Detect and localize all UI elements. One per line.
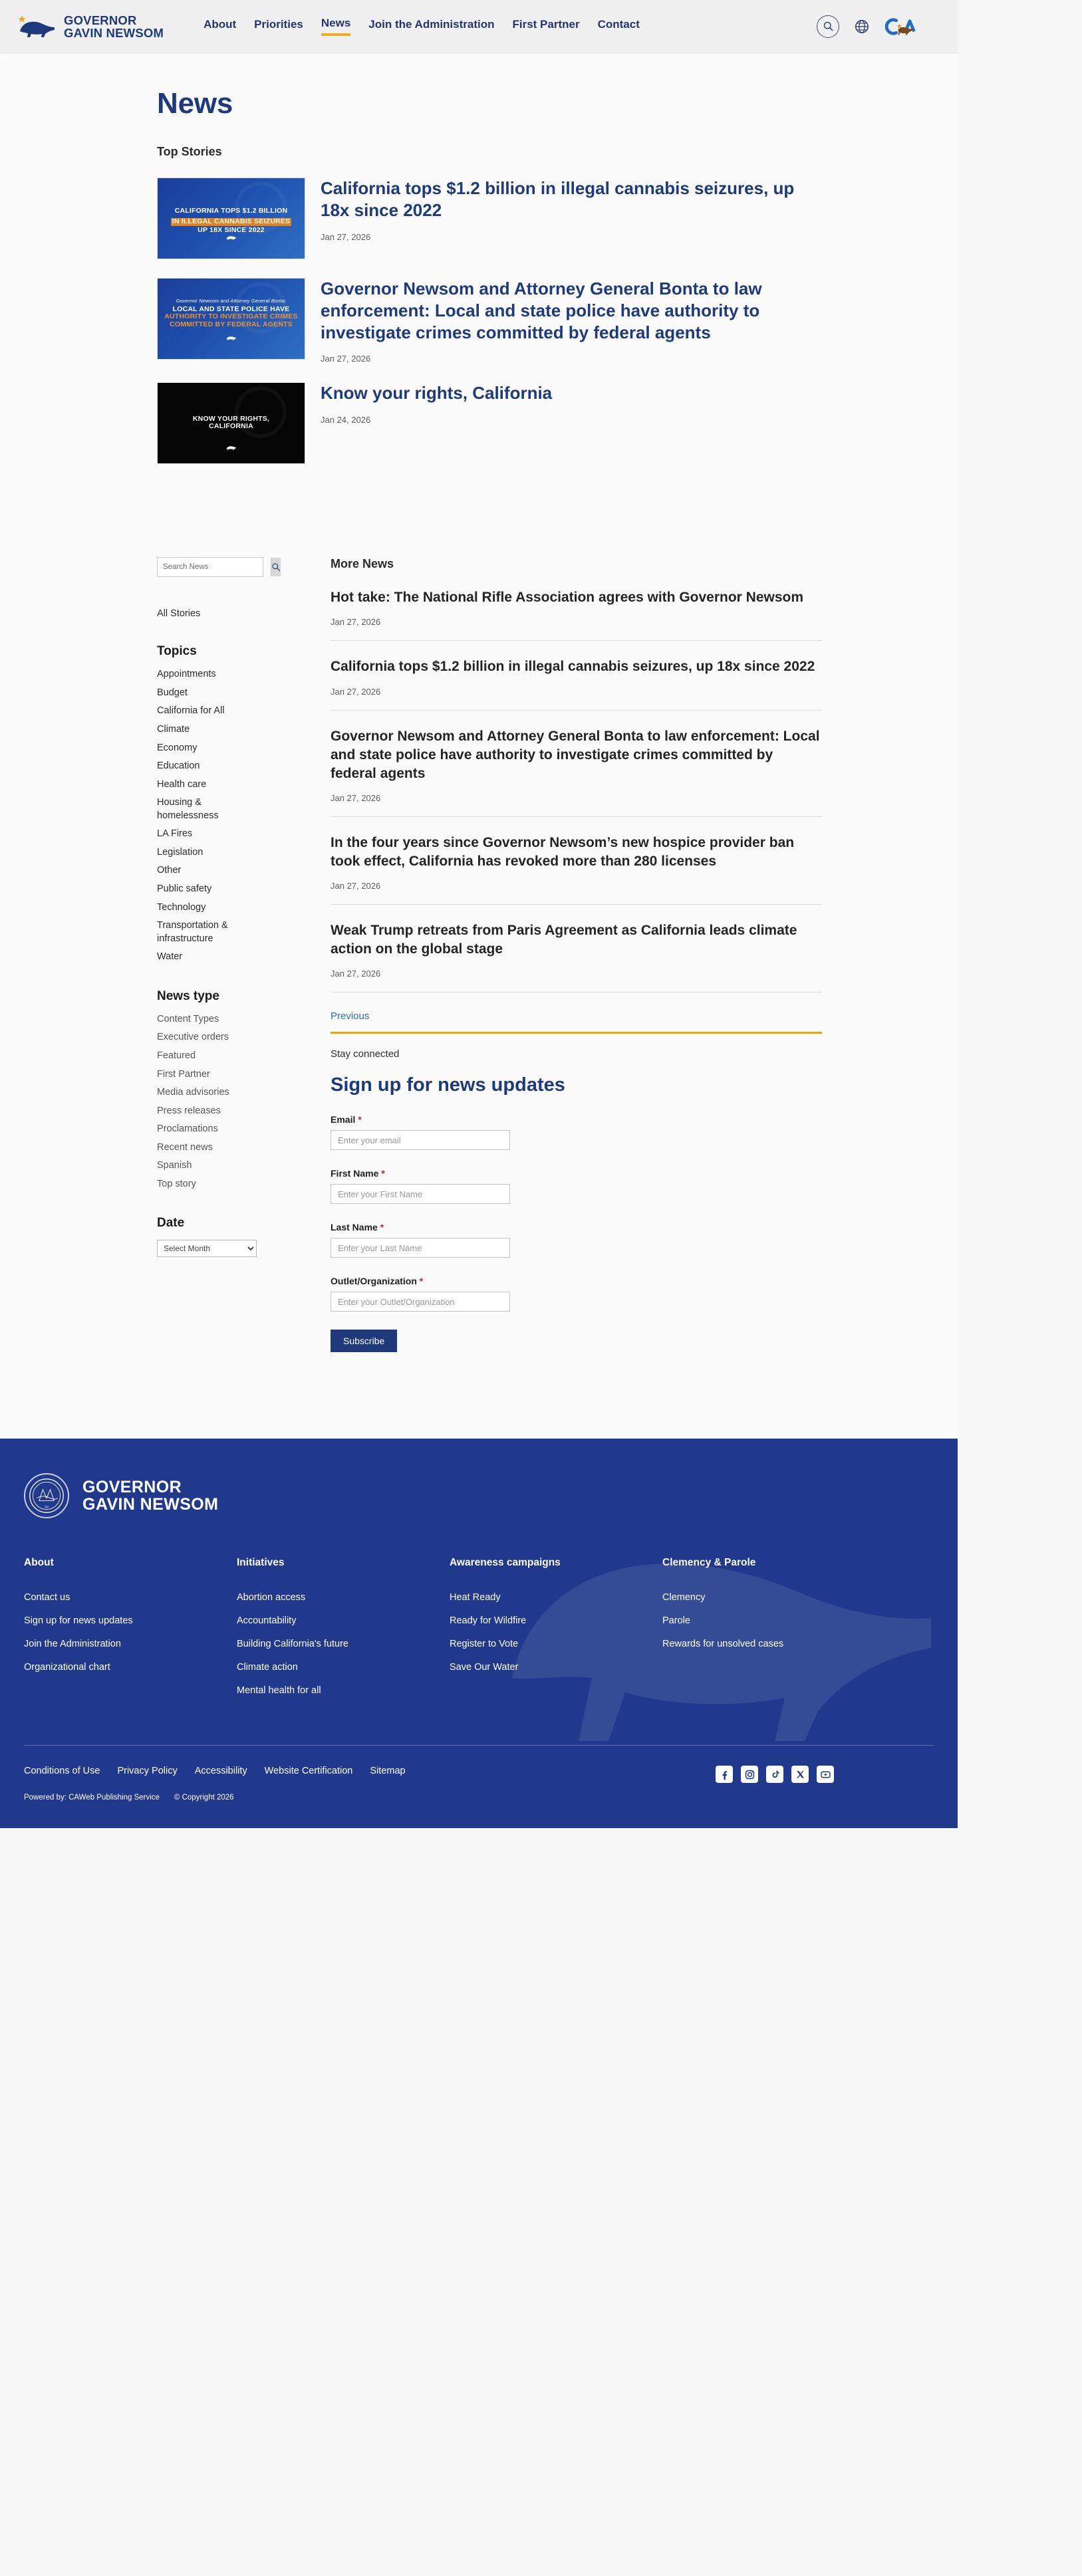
sidebar-item-featured[interactable]: Featured [157,1050,196,1061]
footer-link-accountability[interactable]: Accountability [237,1615,297,1627]
footer-link-parole[interactable]: Parole [662,1615,690,1627]
sidebar-item-education[interactable]: Education [157,761,200,772]
sidebar-item-appointments[interactable]: Appointments [157,669,216,680]
sidebar-item-health-care[interactable]: Health care [157,778,207,790]
story-title-link[interactable]: Know your rights, California [321,383,553,404]
nav-item-about[interactable]: About [203,18,237,31]
story-thumbnail[interactable] [157,177,305,259]
story-date: Jan 27, 2026 [321,231,371,242]
list-item [157,796,300,822]
list-item [237,1661,450,1673]
sidebar-item-la-fires[interactable]: LA Fires [157,828,193,840]
news-title-link[interactable]: Governor Newsom and Attorney General Bonta to law enforcement: Local and state police have authority to investigate crimes committed by federal agents [331,728,820,781]
news-title-link[interactable]: Hot take: The National Rifle Association agrees with Governor Newsom [331,590,804,606]
footer-column-heading: Initiatives [237,1557,285,1569]
bear-icon [225,445,237,451]
thumb-line-1: KNOW YOUR RIGHTS, [192,414,270,423]
news-list-item[interactable] [331,727,822,817]
signup-heading: Sign up for news updates [331,1074,565,1096]
news-date: Jan 27, 2026 [331,686,381,697]
required-marker: * [358,1114,362,1125]
field-label [331,1276,822,1286]
list-item [24,1638,237,1650]
top-story-item[interactable] [157,278,822,364]
thumb-line-1-text: CALIFORNIA TOPS [174,206,241,215]
sidebar-item-all-stories[interactable]: All Stories [157,608,201,620]
field-label-text: Email [331,1114,356,1125]
thumb-line-1-accent: $1.2 BILLION [242,206,288,215]
required-marker: * [380,1222,384,1233]
footer-legal-links [24,1766,406,1776]
svg-text:XI: XI [45,1506,49,1510]
facebook-icon[interactable] [716,1766,733,1783]
footer-link-save-our-water[interactable]: Save Our Water [450,1662,519,1673]
list-item [157,901,300,915]
footer-link-organizational-chart[interactable]: Organizational chart [24,1662,110,1673]
pagination-divider [331,1032,822,1034]
news-search [157,557,263,577]
footer-column-list [237,1591,450,1697]
stay-connected-label: Stay connected [331,1048,400,1060]
footer-link-clemency[interactable]: Clemency [662,1592,706,1603]
copyright-text: © Copyright 2026 [174,1794,234,1802]
news-sidebar [157,557,300,1257]
news-title-link[interactable]: In the four years since Governor Newsom’s new hospice provider ban took effect, California has revoked more than 280 licenses [331,834,795,869]
field-label [331,1168,822,1179]
footer-link-privacy-policy[interactable]: Privacy Policy [117,1766,178,1777]
story-title-link[interactable]: California tops $1.2 billion in illegal cannabis seizures, up 18x since 2022 [321,178,795,220]
footer-column-list [662,1591,875,1650]
top-stories-heading: Top Stories [157,145,222,158]
news-list-item[interactable] [331,834,822,905]
thumb-line-2: IN ILLEGAL CANNABIS SEIZURES [172,217,291,226]
news-date: Jan 27, 2026 [331,969,381,979]
list-item [157,919,300,945]
news-date: Jan 27, 2026 [331,617,381,628]
list-item [157,883,300,896]
sidebar-item-water[interactable]: Water [157,951,183,963]
list-item [237,1685,450,1697]
list-item [24,1591,237,1603]
story-body [321,278,822,364]
required-marker: * [419,1276,424,1287]
form-field-outlet-organization [331,1276,822,1312]
list-item [24,1661,237,1673]
footer-powered-by-row [24,1794,406,1802]
footer-social-links [716,1766,934,1783]
thumb-line-2: CALIFORNIA [209,422,253,431]
more-news-heading: More News [331,557,394,571]
footer-link-contact-us[interactable]: Contact us [24,1592,70,1603]
site-footer [0,1439,958,1828]
footer-column-heading: Awareness campaigns [450,1557,561,1569]
nav-item-priorities[interactable]: Priorities [254,18,303,31]
list-item [157,705,300,718]
thumbnail-caption [158,415,305,431]
list-item [450,1661,662,1673]
footer-link-join-the-administration[interactable]: Join the Administration [24,1639,121,1650]
required-marker: * [381,1168,385,1179]
footer-column-initiatives [237,1557,450,1708]
footer-link-rewards-for-unsolved-cases[interactable]: Rewards for unsolved cases [662,1639,784,1650]
list-item [157,828,300,841]
sidebar-item-spanish[interactable]: Spanish [157,1160,192,1171]
tiktok-icon[interactable] [766,1766,783,1783]
sidebar-item-executive-orders[interactable]: Executive orders [157,1032,229,1043]
sidebar-item-transportation-infrastructure[interactable]: Transportation & infrastructure [157,920,228,944]
more-news-column [331,557,822,1352]
footer-column-list [24,1591,237,1673]
thumb-line-3: UP 18X SINCE 2022 [198,226,265,235]
form-field-email [331,1114,822,1150]
form-field-first-name [331,1168,822,1204]
list-item [662,1638,875,1650]
list-item [157,1159,300,1173]
site-brand-text [64,14,164,39]
instagram-icon[interactable] [741,1766,758,1783]
story-body [321,382,822,425]
brand-line-1: GOVERNOR [64,13,137,27]
sidebar-topics-list [157,668,300,964]
top-story-item[interactable] [157,177,822,259]
footer-column-clemency-parole [662,1557,875,1708]
list-item [157,1086,300,1100]
sidebar-item-housing-homelessness[interactable]: Housing & homelessness [157,797,219,821]
story-thumbnail[interactable] [157,278,305,360]
list-item [157,1105,300,1118]
footer-link-building-californias-future[interactable]: Building California's future [237,1639,348,1650]
sidebar-news-type-list [157,1013,300,1191]
footer-column-heading: Clemency & Parole [662,1557,756,1569]
footer-link-heat-ready[interactable]: Heat Ready [450,1592,501,1603]
list-item [24,1615,237,1627]
nav-item-join-the-administration[interactable]: Join the Administration [368,18,495,31]
list-item [157,778,300,792]
header-utilities [817,15,936,38]
footer-brand-text [82,1478,218,1513]
list-item [237,1638,450,1650]
field-label-text: Outlet/Organization [331,1276,417,1287]
list-item [157,1013,300,1026]
sidebar-item-content-types[interactable]: Content Types [157,1013,219,1024]
field-label-text: Last Name [331,1222,378,1233]
powered-by-text: Powered by: CAWeb Publishing Service [24,1794,160,1802]
news-date: Jan 27, 2026 [331,881,381,891]
thumb-line-2: AUTHORITY TO INVESTIGATE CRIMES [164,312,298,321]
footer-link-mental-health-for-all[interactable]: Mental health for all [237,1685,321,1697]
news-list-item[interactable] [331,588,822,641]
first-name-input[interactable] [331,1184,510,1204]
list-item [157,1123,300,1136]
field-label-text: First Name [331,1168,379,1179]
footer-link-register-to-vote[interactable]: Register to Vote [450,1639,519,1650]
list-item [157,723,300,737]
footer-column-about [24,1557,237,1708]
sidebar-item-proclamations[interactable]: Proclamations [157,1123,218,1135]
footer-link-ready-for-wildfire[interactable]: Ready for Wildfire [450,1615,527,1627]
sidebar-item-press-releases[interactable]: Press releases [157,1105,221,1116]
news-date: Jan 27, 2026 [331,792,381,803]
footer-brand[interactable] [24,1473,958,1518]
outlet-organization-input[interactable] [331,1292,510,1312]
sidebar-item-budget[interactable]: Budget [157,687,188,698]
main-content [0,87,958,1352]
search-icon [271,562,281,572]
sidebar-item-legislation[interactable]: Legislation [157,846,203,858]
sidebar-item-recent-news[interactable]: Recent news [157,1141,213,1153]
search-input[interactable] [158,558,271,576]
list-item [662,1615,875,1627]
footer-link-columns [24,1557,958,1745]
thumbnail-caption [158,207,305,235]
email-input[interactable] [331,1130,510,1150]
list-item [450,1591,662,1603]
site-brand[interactable] [17,14,164,39]
footer-link-abortion-access[interactable]: Abortion access [237,1592,306,1603]
story-body [321,177,822,242]
list-item [157,742,300,755]
state-seal-icon [24,1473,69,1518]
nav-item-first-partner[interactable]: First Partner [512,18,580,31]
thumb-pre-line: Governor Newsom and Attorney General Bonta: [176,298,287,304]
main-navigation [203,17,640,36]
list-item [237,1591,450,1603]
globe-icon[interactable] [854,19,870,35]
nav-item-contact[interactable]: Contact [597,18,640,31]
search-icon[interactable] [817,15,839,38]
news-list-item[interactable] [331,921,822,993]
list-item [157,1050,300,1063]
footer-column-awareness-campaigns [450,1557,662,1708]
sidebar-item-public-safety[interactable]: Public safety [157,883,212,894]
thumb-line-1: LOCAL AND STATE POLICE HAVE [172,304,290,313]
list-item [157,1031,300,1044]
sidebar-item-first-partner[interactable]: First Partner [157,1068,210,1080]
page-title: News [157,87,233,120]
form-field-last-name [331,1222,822,1258]
pagination-previous-link[interactable]: Previous [331,1010,370,1022]
sidebar-item-other[interactable]: Other [157,865,182,876]
footer-link-sitemap[interactable]: Sitemap [370,1766,406,1777]
california-bear-icon [17,14,57,39]
nav-item-news[interactable]: News [321,17,350,36]
sidebar-date-heading: Date [157,1216,185,1230]
footer-link-conditions-of-use[interactable]: Conditions of Use [24,1766,100,1777]
story-title-link[interactable]: Governor Newsom and Attorney General Bonta to law enforcement: Local and state police have authority to investigate crimes committed by federal agents [321,279,762,342]
news-title-link[interactable]: California tops $1.2 billion in illegal cannabis seizures, up 18x since 2022 [331,659,815,675]
story-date: Jan 27, 2026 [321,354,371,364]
last-name-input[interactable] [331,1238,510,1258]
x-icon[interactable] [791,1766,809,1783]
list-item [157,1178,300,1191]
footer-link-website-certification[interactable]: Website Certification [264,1766,353,1777]
footer-link-climate-action[interactable]: Climate action [237,1662,298,1673]
top-story-item[interactable] [157,382,822,464]
list-item [157,760,300,773]
sidebar-news-type-heading: News type [157,989,219,1003]
bear-icon [225,235,237,241]
thumbnail-caption [158,298,305,329]
thumb-line-1 [160,207,303,215]
news-title-link[interactable]: Weak Trump retreats from Paris Agreement as California leads climate action on the global stage [331,923,797,957]
list-item [157,864,300,878]
footer-bottom-bar [0,1746,958,1828]
sidebar-topics-heading: Topics [157,644,197,659]
youtube-icon[interactable] [817,1766,834,1783]
footer-column-heading: About [24,1557,54,1569]
list-item [157,1141,300,1155]
field-label [331,1114,822,1125]
sidebar-item-media-advisories[interactable]: Media advisories [157,1087,229,1098]
sidebar-item-california-for-all[interactable]: California for All [157,705,225,717]
list-item [157,951,300,964]
list-item [662,1591,875,1603]
sidebar-item-technology[interactable]: Technology [157,901,206,913]
field-label [331,1222,822,1232]
brand-line-2: GAVIN NEWSOM [64,25,164,40]
site-header [0,0,958,53]
list-item [450,1638,662,1650]
sidebar-item-top-story[interactable]: Top story [157,1178,196,1189]
story-thumbnail[interactable] [157,382,305,464]
news-list-item[interactable] [331,657,822,710]
footer-link-accessibility[interactable]: Accessibility [194,1766,247,1777]
list-item [157,668,300,681]
list-item [237,1615,450,1627]
ca-gov-logo[interactable] [884,17,919,37]
sidebar-item-climate[interactable]: Climate [157,723,190,735]
sidebar-item-economy[interactable]: Economy [157,742,198,753]
story-date: Jan 24, 2026 [321,415,371,425]
footer-legal-block [24,1766,406,1802]
news-browse-section [157,557,822,1352]
thumb-line-3: COMMITTED BY FEDERAL AGENTS [170,320,293,329]
footer-column-list [450,1591,662,1673]
list-item [450,1615,662,1627]
date-select[interactable] [157,1240,257,1257]
footer-brand-line-2: GAVIN NEWSOM [82,1495,219,1514]
list-item [157,687,300,700]
footer-link-sign-up-for-news-updates[interactable]: Sign up for news updates [24,1615,133,1627]
footer-brand-line-1: GOVERNOR [82,1478,182,1497]
subscribe-button[interactable]: Subscribe [331,1330,397,1352]
list-item [157,1068,300,1082]
search-submit-button[interactable] [271,558,281,576]
bear-icon [225,335,237,341]
list-item [157,846,300,860]
